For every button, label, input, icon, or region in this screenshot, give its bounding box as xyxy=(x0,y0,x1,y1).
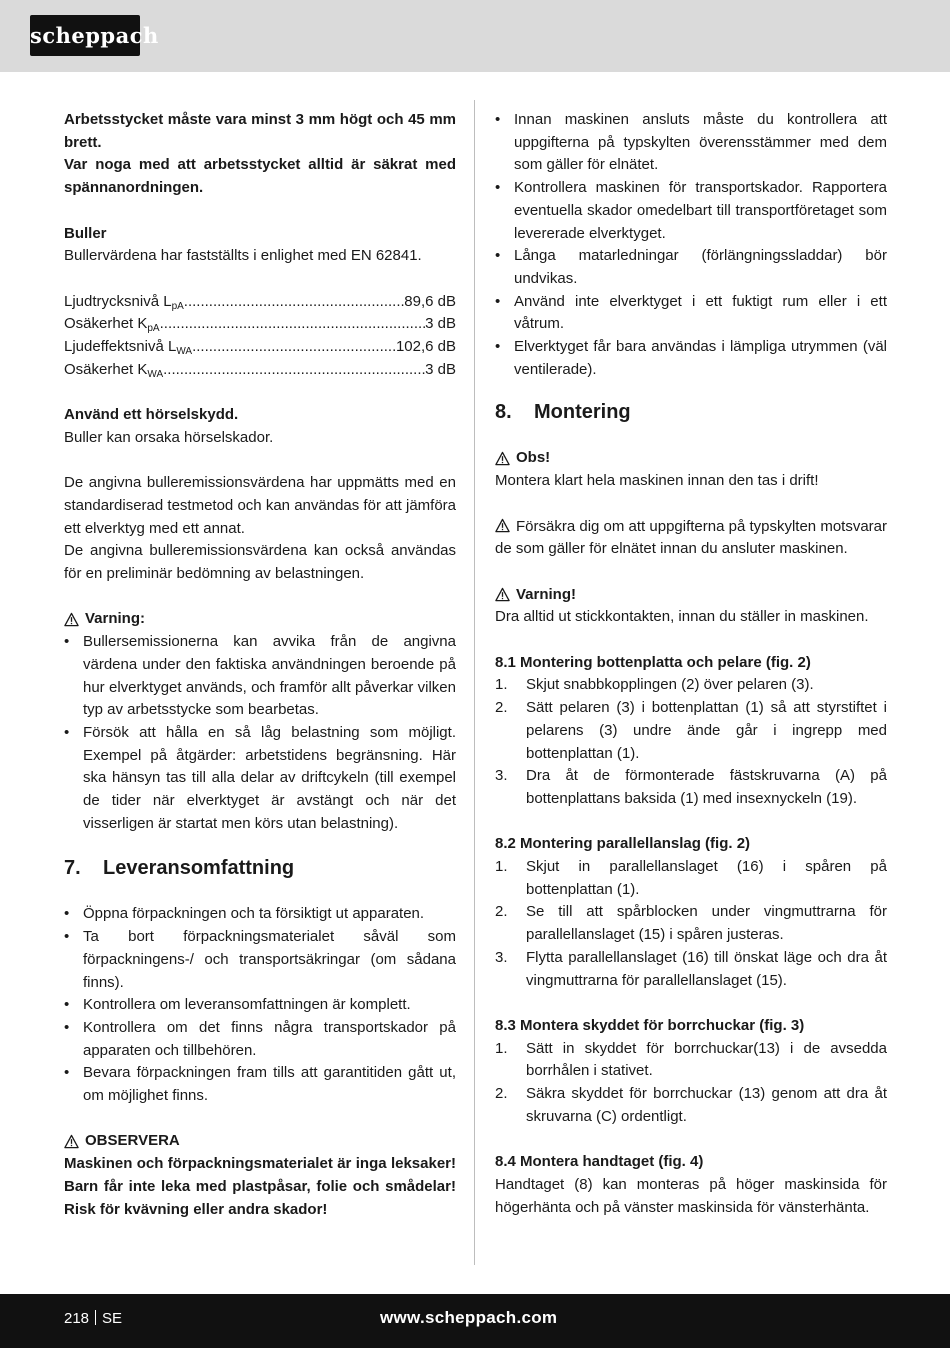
section-number: 8. xyxy=(495,401,512,424)
observera-heading xyxy=(64,1130,456,1153)
section-8-heading xyxy=(495,399,887,425)
emission-paragraph-2: De angivna bulleremissionsvärdena kan också användas för en preliminär bedömning av belastningen. xyxy=(64,542,456,582)
spec-label: Osäkerhet K xyxy=(64,315,148,333)
intro-clamping: Var noga med att arbetsstycket alltid är säkrat med spännanordningen. xyxy=(64,156,456,197)
list-item: 3. Dra åt de förmonterade fästskruvarna (A) på bottenplattans baksida (1) med insexnyckeln (19). xyxy=(495,767,887,807)
spec-value: 3 dB xyxy=(425,360,456,378)
column-divider xyxy=(474,100,475,1265)
list-item: • Långa matarledningar (förlängningssladdar) bör undvikas. xyxy=(495,245,887,290)
list-item: • Använd inte elverktyget i ett fuktigt rum eller i ett våtrum. xyxy=(495,291,887,336)
warning-heading xyxy=(64,608,456,631)
list-item: • Kontrollera maskinen för transportskador. Rapportera eventuella skador omedelbart till transportföretaget som levererade elverktyget. xyxy=(495,177,887,245)
varning-title: Varning! xyxy=(516,585,577,603)
list-item: • Kontrollera om leveransomfattningen är komplett. xyxy=(64,994,456,1017)
list-item: • Innan maskinen ansluts måste du kontrollera att uppgifterna på typskylten överensstämmer med dem som gäller för elnätet. xyxy=(495,109,887,177)
list-item: • Ta bort förpackningsmaterialet såväl som förpackningens-/ och transportsäkringar (om sådana finns). xyxy=(64,926,456,994)
spec-sub: pA xyxy=(171,300,184,312)
list-item: • Försök att hålla en så låg belastning som möjligt. Exempel på åtgärder: arbetstidens begränsning. Här ska hänsyn tas till alla delar av driftcykeln (till exempel de tider när elverktyget är avstängt och när det visserligen är startat men körs utan belastning). xyxy=(64,722,456,836)
spec-label: Osäkerhet K xyxy=(64,360,148,378)
obs-title: Obs! xyxy=(516,449,551,467)
page-header xyxy=(0,0,950,72)
noise-specs xyxy=(64,291,456,382)
observera-title: OBSERVERA xyxy=(85,1132,180,1150)
spec-value: 3 dB xyxy=(425,315,456,333)
spec-label: Ljudeffektsnivå L xyxy=(64,338,177,355)
subsection-8-4-title: 8.4 Montera handtaget (fig. 4) xyxy=(495,1153,704,1171)
spec-sub: WA xyxy=(147,368,164,380)
buller-heading: Buller xyxy=(64,224,107,242)
list-item: 1. Skjut snabbkopplingen (2) över pelaren (3). xyxy=(495,676,814,694)
list-item: • Öppna förpackningen och ta försiktigt ut apparaten. xyxy=(64,903,456,926)
subsection-8-1-title: 8.1 Montering bottenplatta och pelare (fig. 2) xyxy=(495,653,811,671)
subsection-8-3-list xyxy=(495,1038,887,1129)
subsection-8-1-list xyxy=(495,674,887,810)
scheppach-logo: scheppach xyxy=(30,15,140,56)
ensure-paragraph xyxy=(495,516,887,561)
list-item: 3. Flytta parallellanslaget (16) till önskat läge och dra åt vingmuttrarna för parallellanslaget (15). xyxy=(495,948,887,989)
list-item: • Elverktyget får bara användas i lämpliga utrymmen (väl ventilerade). xyxy=(495,336,887,381)
list-item: 2. Se till att spårblocken under vingmuttrarna för parallellanslaget (15) i spåren justeras. xyxy=(495,903,887,944)
section-number: 7. xyxy=(64,857,81,880)
page-footer xyxy=(0,1294,950,1348)
list-item: 2. Sätt pelaren (3) i bottenplattan (1) så att styrstiftet i pelarens (3) undre ände går i ingrepp med bottenplattan (1). xyxy=(495,699,887,762)
warning-triangle-icon xyxy=(64,1134,79,1149)
list-item: • Bevara förpackningen fram tills att garantitiden gått ut, om möjlighet finns. xyxy=(64,1062,456,1107)
list-item: 1. Sätt in skyddet för borrchuckar(13) i de avsedda borrhålen i stativet. xyxy=(495,1039,887,1080)
emission-paragraph-1: De angivna bulleremissionsvärdena har uppmätts med en standardiserad testmetod och kan användas för att jämföra ett elverktyg med ett annat. xyxy=(64,474,456,537)
left-column xyxy=(64,109,456,1221)
section-7-heading xyxy=(64,855,456,881)
spec-row xyxy=(64,336,456,359)
subsection-8-2-title: 8.2 Montering parallellanslag (fig. 2) xyxy=(495,835,751,853)
warning-triangle-icon xyxy=(64,612,79,627)
page-number xyxy=(64,1310,122,1327)
spec-row xyxy=(64,313,456,336)
spec-value: 89,6 dB xyxy=(404,292,456,310)
right-column xyxy=(495,109,887,1219)
list-item: • Bullersemissionerna kan avvika från de angivna värdena under den faktiska användningen beroende på hur elverktyget används, och framför allt påverkar vilken typ av arbetsstycke som bearbetas. xyxy=(64,631,456,722)
ensure-text: Försäkra dig om att uppgifterna på typskylten motsvarar de som gäller för elnätet innan du ansluter maskinen. xyxy=(495,517,888,558)
subsection-8-3-title: 8.3 Montera skyddet för borrchuckar (fig. 3) xyxy=(495,1016,805,1034)
spec-value: 102,6 dB xyxy=(395,338,456,355)
electrical-list xyxy=(495,109,887,381)
obs-heading xyxy=(495,447,887,470)
page-number-value: 218 xyxy=(64,1310,90,1327)
list-item: 2. Säkra skyddet för borrchuckar (13) genom att dra åt skruvarna (C) ordentligt. xyxy=(495,1085,887,1125)
observera-text: Maskinen och förpackningsmaterialet är inga leksaker! Barn får inte leka med plastpåsar, folie och smådelar! Risk för kvävning eller andra skador! xyxy=(64,1155,456,1218)
varning-heading xyxy=(495,584,887,607)
hearing-protection-text: Buller kan orsaka hörselskador. xyxy=(64,428,274,446)
section-title: Leveransomfattning xyxy=(103,857,295,880)
subsection-8-4-text: Handtaget (8) kan monteras på höger maskinsida för högerhänta och på vänster maskinsida för vänsterhänta. xyxy=(495,1175,887,1216)
warning-title: Varning: xyxy=(85,610,146,628)
intro-workpiece-size: Arbetsstycket måste vara minst 3 mm högt och 45 mm brett. xyxy=(64,111,456,151)
warning-list xyxy=(64,631,456,835)
list-item: 1. Skjut in parallellanslaget (16) i spåren på bottenplattan (1). xyxy=(495,858,887,898)
website-url: www.scheppach.com xyxy=(380,1308,558,1327)
delivery-list xyxy=(64,903,456,1107)
spec-sub: pA xyxy=(147,323,160,335)
spec-row xyxy=(64,359,456,382)
varning-text: Dra alltid ut stickkontakten, innan du ställer in maskinen. xyxy=(495,608,869,626)
spec-row xyxy=(64,291,456,314)
hearing-protection-heading: Använd ett hörselskydd. xyxy=(64,406,239,424)
subsection-8-2-list xyxy=(495,856,887,992)
language-code: SE xyxy=(102,1310,123,1327)
section-title: Montering xyxy=(534,401,631,424)
warning-triangle-icon xyxy=(495,518,510,533)
list-item: • Kontrollera om det finns några transportskador på apparaten och tillbehören. xyxy=(64,1017,456,1062)
warning-triangle-icon xyxy=(495,451,510,466)
spec-label: Ljudtrycksnivå L xyxy=(64,292,172,310)
obs-text: Montera klart hela maskinen innan den tas i drift! xyxy=(495,472,819,490)
spec-sub: WA xyxy=(176,346,193,357)
warning-triangle-icon xyxy=(495,587,510,602)
buller-text: Bullervärdena har fastställts i enlighet med EN 62841. xyxy=(64,247,422,265)
